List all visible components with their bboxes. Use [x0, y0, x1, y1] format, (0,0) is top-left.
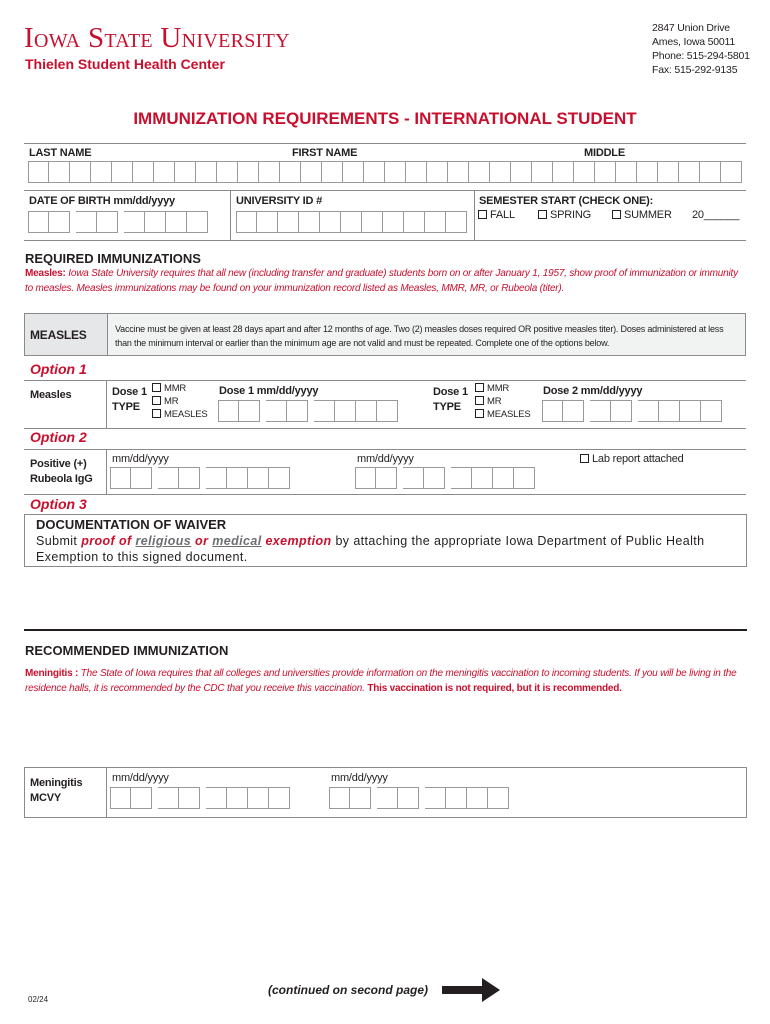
measles-checkbox-2[interactable] [475, 409, 484, 418]
page-title: IMMUNIZATION REQUIREMENTS - INTERNATIONAL STUDENT [133, 109, 637, 128]
meningitis-row-label: Meningitis MCVY [30, 777, 83, 804]
measles-requirement-note: Measles: Iowa State University requires that all new (including transfer and graduate) students born on or after January 1, 1957, show proof of immunization or immunity to measles. Measles immunizations may be found on your immunization record listed as Measles, MMR, MR, or Rubeola (titer). [25, 268, 738, 294]
continued-note: (continued on second page) [268, 983, 429, 997]
summer-checkbox[interactable] [612, 210, 621, 219]
dob-label: DATE OF BIRTH mm/dd/yyyy [29, 195, 175, 207]
semester-year-field[interactable]: 20______ [692, 209, 740, 221]
waiver-text: Submit proof of religious or medical exemption by attaching the appropriate Iowa Department of Public Health Exemption to this signed document. [36, 534, 705, 564]
middle-name-label: MIDDLE [584, 147, 625, 159]
lab-report-option[interactable]: Lab report attached [580, 453, 684, 465]
semester-summer-option[interactable]: SUMMER [612, 209, 672, 221]
mmr-checkbox[interactable] [152, 383, 161, 392]
spring-checkbox[interactable] [538, 210, 547, 219]
mmr-checkbox-2[interactable] [475, 383, 484, 392]
option-3-title: Option 3 [30, 496, 87, 512]
name-input-boxes[interactable] [28, 161, 742, 183]
dose-1-type-label-a: Dose 1 TYPE [112, 386, 147, 413]
required-heading: REQUIRED IMMUNIZATIONS [25, 251, 201, 266]
waiver-heading: DOCUMENTATION OF WAIVER [36, 517, 227, 532]
option-1-row-label: Measles [30, 389, 72, 401]
option-2-date-label-a: mm/dd/yyyy [112, 453, 169, 465]
measles-checkbox[interactable] [152, 409, 161, 418]
option-2-date-boxes-a[interactable] [110, 467, 290, 489]
first-name-label: FIRST NAME [292, 147, 358, 159]
mr-checkbox-2[interactable] [475, 396, 484, 405]
meningitis-date-label-b: mm/dd/yyyy [331, 772, 388, 784]
recommended-heading: RECOMMENDED IMMUNIZATION [25, 643, 229, 658]
address-block: 2847 Union Drive Ames, Iowa 50011 Phone: 515-294-5801 Fax: 515-292-9135 [652, 22, 750, 76]
university-logo: Iowa State University [24, 22, 290, 54]
last-name-label: LAST NAME [29, 147, 92, 159]
measles-table-label: MEASLES [30, 328, 87, 342]
dose-2-date-label: Dose 2 mm/dd/yyyy [543, 385, 643, 397]
dose-1-date-label: Dose 1 mm/dd/yyyy [219, 385, 319, 397]
semester-label: SEMESTER START (CHECK ONE): [479, 195, 654, 207]
meningitis-date-label-a: mm/dd/yyyy [112, 772, 169, 784]
health-center-name: Thielen Student Health Center [25, 56, 225, 72]
dose-1-date-boxes[interactable] [218, 400, 398, 422]
meningitis-date-boxes-a[interactable] [110, 787, 290, 809]
fall-checkbox[interactable] [478, 210, 487, 219]
semester-spring-option[interactable]: SPRING [538, 209, 591, 221]
right-arrow-icon [442, 976, 502, 1004]
option-2-date-boxes-b[interactable] [355, 467, 535, 489]
meningitis-date-boxes-b[interactable] [329, 787, 509, 809]
dose-2-date-boxes[interactable] [542, 400, 722, 422]
dose-1-type-label-b: Dose 1 TYPE [433, 386, 468, 413]
university-id-label: UNIVERSITY ID # [236, 195, 323, 207]
dose-1-type-options-a[interactable]: MMR MR MEASLES [152, 382, 207, 421]
dose-1-type-options-b[interactable]: MMR MR MEASLES [475, 382, 530, 421]
option-1-title: Option 1 [30, 361, 87, 377]
form-code: 02/24 [28, 995, 49, 1004]
measles-table-header [24, 313, 746, 356]
option-2-title: Option 2 [30, 429, 87, 445]
meningitis-note: Meningitis : The State of Iowa requires that all colleges and universities provide information on the meningitis vaccination to incoming students. If you will be living in the residence halls, it is recommended by the CDC that you receive this vaccination. This vaccination is not required, but it is recommended. [25, 668, 737, 694]
dob-input-boxes[interactable] [28, 211, 208, 233]
mr-checkbox[interactable] [152, 396, 161, 405]
lab-report-checkbox[interactable] [580, 454, 589, 463]
option-2-row-label: Positive (+) Rubeola IgG [30, 458, 93, 485]
semester-fall-option[interactable]: FALL [478, 209, 515, 221]
measles-dosing-note: Vaccine must be given at least 28 days apart and after 12 months of age. Two (2) measles doses required OR positive measles titer). Doses administered at less than the minimum interval or earlier than the minimum age are not valid and must be repeated. Complete one of the options below. [115, 324, 724, 348]
option-2-date-label-b: mm/dd/yyyy [357, 453, 414, 465]
university-id-input-boxes[interactable] [236, 211, 467, 233]
